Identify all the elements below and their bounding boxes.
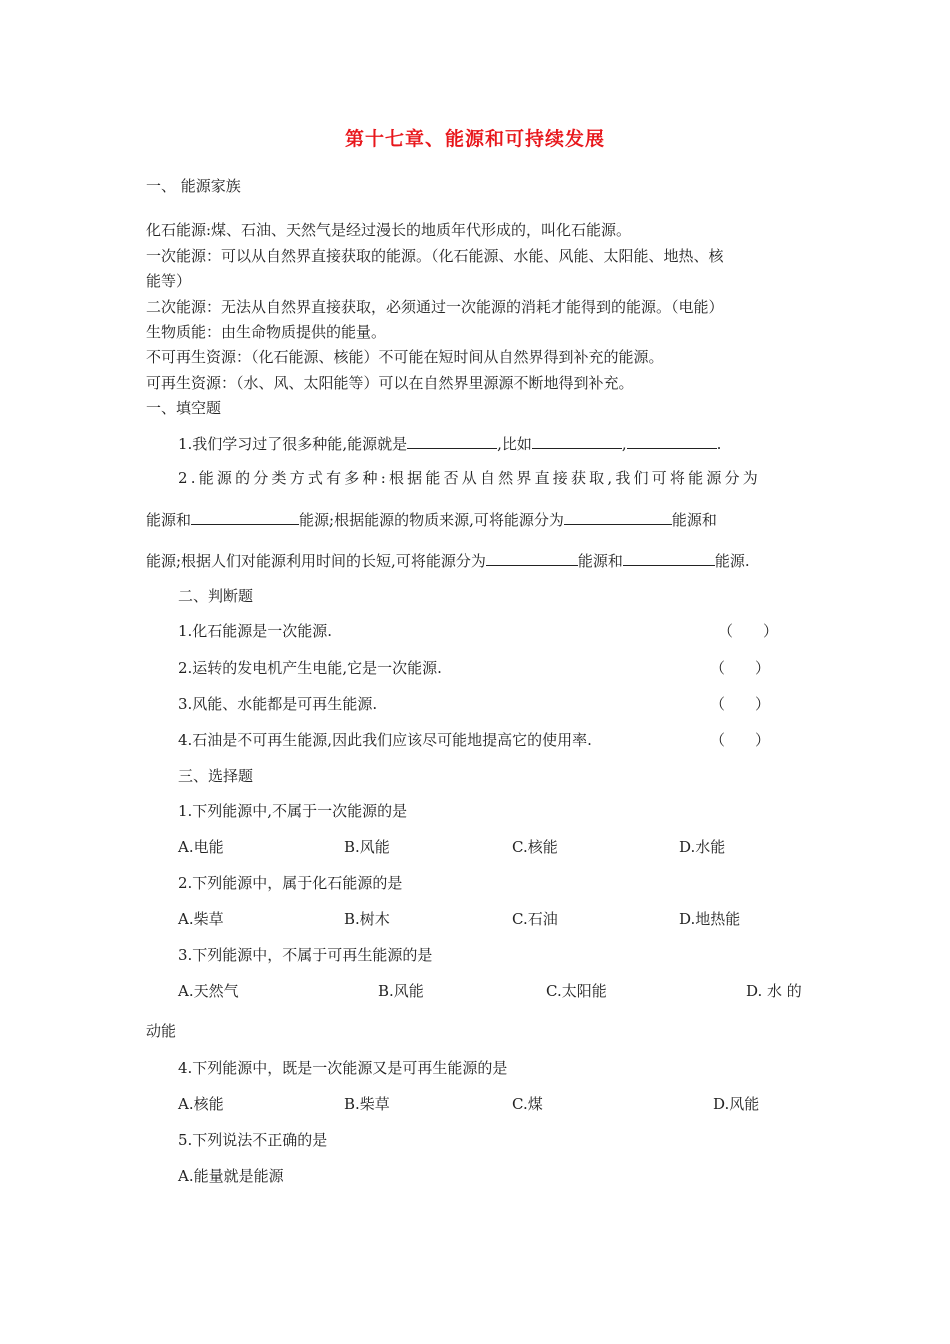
section-heading-judge: 二、判断题 <box>178 587 254 605</box>
choice-option-d-continuation: 动能 <box>146 1022 177 1040</box>
answer-blank[interactable] <box>191 510 299 525</box>
choice-question-stem: 5.下列说法不正确的是 <box>178 1131 328 1149</box>
choice-option-c[interactable]: C.石油 <box>512 910 558 928</box>
answer-blank[interactable] <box>627 434 717 449</box>
choice-option-c[interactable]: C.煤 <box>512 1095 543 1113</box>
answer-blank[interactable] <box>564 510 672 525</box>
definition-line: 化石能源:煤、石油、天然气是经过漫长的地质年代形成的，叫化石能源。 <box>146 221 632 239</box>
fill-q1-text: . <box>716 435 722 453</box>
page-title: 第十七章、能源和可持续发展 <box>344 128 605 150</box>
choice-option-a[interactable]: A.电能 <box>178 838 224 856</box>
definition-line: 不可再生资源：（化石能源、核能）不可能在短时间从自然界得到补充的能源。 <box>146 348 664 366</box>
fill-question-2-line-3 <box>146 550 750 572</box>
choice-option-b[interactable]: B.树木 <box>344 910 390 928</box>
fill-question-2-line-2 <box>146 509 717 531</box>
choice-question-stem: 4.下列能源中，既是一次能源又是可再生能源的是 <box>178 1059 508 1077</box>
fill-question-1 <box>178 433 721 455</box>
answer-blank[interactable] <box>407 434 497 449</box>
fill-q2-text: 能源和 <box>577 552 623 570</box>
choice-option-a[interactable]: A.核能 <box>178 1095 224 1113</box>
fill-q2-text: 能源. <box>714 552 750 570</box>
fill-q2-text: 能源;根据能源的物质来源,可将能源分为 <box>299 511 564 529</box>
choice-option-a[interactable]: A.柴草 <box>178 910 224 928</box>
choice-question-stem: 3.下列能源中，不属于可再生能源的是 <box>178 946 433 964</box>
choice-option-d[interactable]: D. 水 的 <box>746 982 802 1000</box>
fill-q1-text: , <box>621 435 627 453</box>
choice-option-d[interactable]: D.地热能 <box>679 910 741 928</box>
choice-option-d[interactable]: D.水能 <box>679 838 726 856</box>
choice-question-stem: 1.下列能源中,不属于一次能源的是 <box>178 802 408 820</box>
fill-q2-text: 能源和 <box>146 511 192 529</box>
choice-option-c[interactable]: C.太阳能 <box>546 982 607 1000</box>
answer-blank[interactable] <box>623 551 715 566</box>
answer-parentheses[interactable]: （ ） <box>718 622 779 640</box>
answer-parentheses[interactable]: （ ） <box>710 659 771 677</box>
answer-blank[interactable] <box>532 434 622 449</box>
choice-option-b[interactable]: B.柴草 <box>344 1095 390 1113</box>
definition-line: 生物质能：由生命物质提供的能量。 <box>146 323 387 341</box>
judge-question: 1.化石能源是一次能源. <box>178 622 333 640</box>
choice-option-a[interactable]: A.能量就是能源 <box>178 1167 284 1185</box>
choice-question-stem: 2.下列能源中，属于化石能源的是 <box>178 874 403 892</box>
judge-question: 3.风能、水能都是可再生能源. <box>178 695 378 713</box>
fill-q1-text: ,比如 <box>497 435 532 453</box>
judge-question: 2.运转的发电机产生电能,它是一次能源. <box>178 659 442 677</box>
definition-line: 能等） <box>146 272 192 290</box>
section-heading-choice: 三、选择题 <box>178 767 254 785</box>
section-heading-energy-family: 一、 能源家族 <box>146 177 241 195</box>
answer-blank[interactable] <box>486 551 578 566</box>
definition-line: 一次能源：可以从自然界直接获取的能源。（化石能源、水能、风能、太阳能、地热、核 <box>146 247 724 265</box>
choice-option-a[interactable]: A.天然气 <box>178 982 239 1000</box>
choice-option-b[interactable]: B.风能 <box>378 982 424 1000</box>
fill-q2-text: 能源和 <box>671 511 717 529</box>
answer-parentheses[interactable]: （ ） <box>710 731 771 749</box>
choice-option-b[interactable]: B.风能 <box>344 838 390 856</box>
choice-option-d[interactable]: D.风能 <box>713 1095 760 1113</box>
fill-question-2-line-1: 2.能源的分类方式有多种:根据能否从自然界直接获取,我们可将能源分为 <box>178 469 761 487</box>
answer-parentheses[interactable]: （ ） <box>710 695 771 713</box>
section-heading-fill-in: 一、填空题 <box>146 399 222 417</box>
fill-q2-text: 能源;根据人们对能源利用时间的长短,可将能源分为 <box>146 552 486 570</box>
fill-q1-text: 1.我们学习过了很多种能,能源就是 <box>178 435 408 453</box>
judge-question: 4.石油是不可再生能源,因此我们应该尽可能地提高它的使用率. <box>178 731 592 749</box>
choice-option-c[interactable]: C.核能 <box>512 838 558 856</box>
definition-line: 可再生资源：（水、风、太阳能等）可以在自然界里源源不断地得到补充。 <box>146 374 634 392</box>
definition-line: 二次能源：无法从自然界直接获取，必须通过一次能源的消耗才能得到的能源。（电能） <box>146 298 724 316</box>
